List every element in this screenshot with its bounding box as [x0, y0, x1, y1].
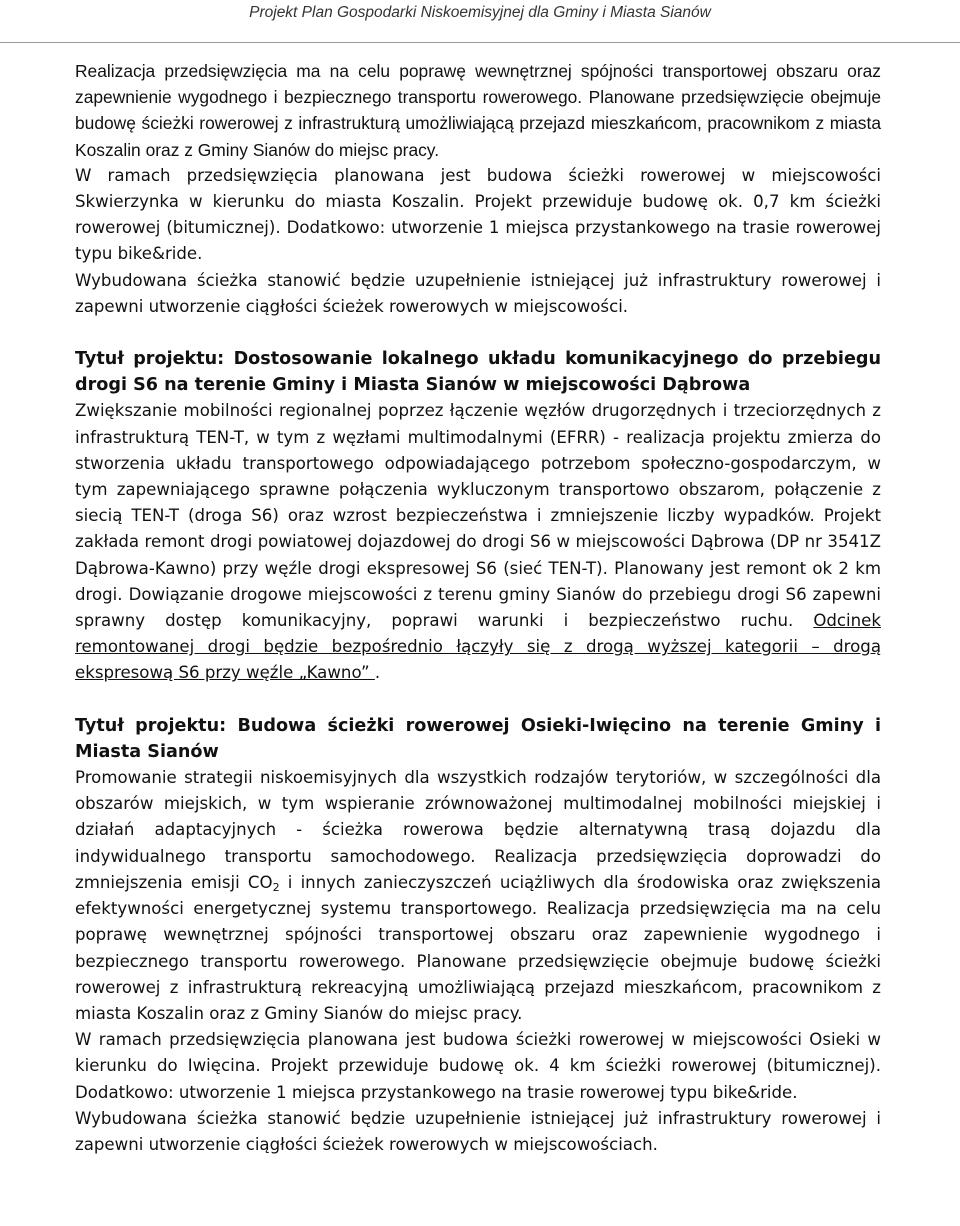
project-1-end: . — [374, 663, 381, 683]
project-1-body — [75, 398, 881, 686]
project-2-paragraph-1 — [75, 765, 881, 1027]
document-body — [75, 58, 881, 1158]
intro-paragraph-1: Realizacja przedsięwzięcia ma na celu poprawę wewnętrznej spójności transportowej obszaru oraz zapewnienie wygodnego i bezpiecznego transportu rowerowego. Planowane przedsięwzięcie obejmuje budowę ścieżki rowerowej z infrastrukturą umożliwiającą przejazd mieszkańcom, pracownikom z miasta Koszalin oraz z Gminy Sianów do miejsc pracy. — [75, 61, 881, 160]
project-2-title: Tytuł projektu: Budowa ścieżki rowerowej Osieki-Iwięcino na terenie Gminy i Miasta Sianów — [75, 715, 881, 762]
project-2-paragraph-2: W ramach przedsięwzięcia planowana jest budowa ścieżki rowerowej w miejscowości Osieki w kierunku do Iwięcina. Projekt przewiduje budowę ok. 4 km ścieżki rowerowej (bitumicznej). Dodatkowo: utworzenie 1 miejsca przystankowego na trasie rowerowej typu bike&ride. — [75, 1030, 881, 1102]
project-1-text: Zwiększanie mobilności regionalnej poprzez łączenie węzłów drugorzędnych i trzeciorzędnych z infrastrukturą TEN-T, w tym z węzłami multimodalnymi (EFRR) - realizacja projektu zmierza do stworzenia układu transportowego odpowiadającego potrzebom społeczno-gospodarczym, w tym zapewniającego sprawne połączenia wykluczonym transportowo obszarom, połączenie z siecią TEN-T (droga S6) oraz wzrost bezpieczeństwa i zmniejszenie liczby wypadków. Projekt zakłada remont drogi powiatowej dojazdowej do drogi S6 w miejscowości Dąbrowa (DP nr 3541Z Dąbrowa-Kawno) przy węźle drogi ekspresowej S6 (sieć TEN-T). Planowany jest remont ok 2 km drogi. Dowiązanie drogowe miejscowości z terenu gminy Sianów do przebiegu drogi S6 zapewni sprawny dostęp komunikacyjny, poprawi warunki i bezpieczeństwo ruchu. — [75, 401, 881, 631]
project-2-text-a: Promowanie strategii niskoemisyjnych dla wszystkich rodzajów terytoriów, w szczególności dla obszarów miejskich, w tym wspieranie zrównoważonej multimodalnej mobilności miejskiej i działań adaptacyjnych - ścieżka rowerowa będzie alternatywną trasą dojazdu dla indywidualnego transportu samochodowego. Realizacja przedsięwzięcia doprowadzi do zmniejszenia emisji CO — [75, 768, 881, 892]
intro-paragraph-2: W ramach przedsięwzięcia planowana jest budowa ścieżki rowerowej w miejscowości Skwierzynka w kierunku do miasta Koszalin. Projekt przewiduje budowę ok. 0,7 km ścieżki rowerowej (bitumicznej). Dodatkowo: utworzenie 1 miejsca przystankowego na trasie rowerowej typu bike&ride. — [75, 165, 881, 264]
project-1-underlined-text: Odcinek remontowanej drogi będzie bezpośrednio łączyły się z drogą wyższej kategorii – drogą ekspresową S6 przy węźle „Kawno” — [75, 611, 881, 683]
intro-paragraph-3: Wybudowana ścieżka stanowić będzie uzupełnienie istniejącej już infrastruktury rowerowej i zapewni utworzenie ciągłości ścieżek rowerowych w miejscowości. — [75, 270, 881, 316]
project-2-paragraph-3: Wybudowana ścieżka stanowić będzie uzupełnienie istniejącej już infrastruktury rowerowej i zapewni utworzenie ciągłości ścieżek rowerowych w miejscowościach. — [75, 1108, 881, 1154]
project-2-text-b: i innych zanieczyszczeń uciążliwych dla środowiska oraz zwiększenia efektywności energetycznej systemu transportowego. Realizacja przedsięwzięcia ma na celu poprawę wewnętrznej spójności transportowej obszaru oraz zapewnienie wygodnego i bezpiecznego transportu rowerowego. Planowane przedsięwzięcie obejmuje budowę ścieżki rowerowej z infrastrukturą rekreacyjną umożliwiającą przejazd mieszkańcom, pracownikom z miasta Koszalin oraz z Gminy Sianów do miejsc pracy. — [75, 872, 881, 1023]
page-header — [0, 0, 960, 43]
header-title: Projekt Plan Gospodarki Niskoemisyjnej dla Gminy i Miasta Sianów — [249, 4, 711, 21]
project-1-title: Tytuł projektu: Dostosowanie lokalnego układu komunikacyjnego do przebiegu drogi S6 na terenie Gminy i Miasta Sianów w miejscowości Dąbrowa — [75, 349, 881, 396]
co2-subscript: 2 — [272, 880, 280, 894]
